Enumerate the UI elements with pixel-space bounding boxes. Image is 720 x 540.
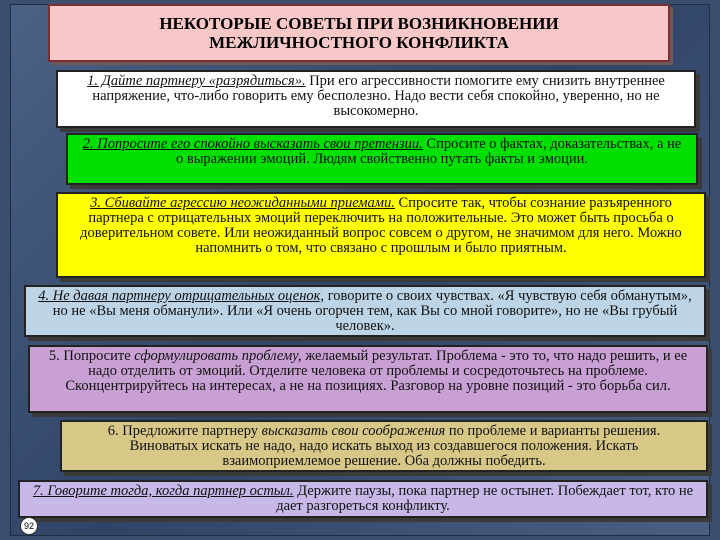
- tip-prefix: 6. Предложите партнеру: [107, 423, 262, 439]
- tip-card-4: [24, 285, 706, 337]
- tip-lead: 4. Не давая партнеру отрицательных оценок,: [38, 288, 325, 304]
- tip-text: При его агрессивности помогите ему снизить внутреннее напряжение, что-либо говорить ему бесполезно. Надо вести себя спокойно, уверенно, но не высокомерно.: [92, 73, 665, 119]
- page-number: 92: [20, 517, 38, 535]
- tip-lead: высказать свои соображения: [261, 423, 446, 439]
- tip-lead: 2. Попросите его спокойно высказать свои претензии.: [82, 136, 423, 152]
- slide-title: НЕКОТОРЫЕ СОВЕТЫ ПРИ ВОЗНИКНОВЕНИИ МЕЖЛИЧНОСТНОГО КОНФЛИКТА: [48, 4, 670, 62]
- tip-card-1: [56, 70, 696, 128]
- tip-text: по проблеме и варианты решения. Виноватых искать не надо, надо искать выход из создавшегося положения. Искать взаимоприемлемое решение. Оба должны победить.: [129, 423, 661, 469]
- tip-card-3: [56, 192, 706, 278]
- tip-text: желаемый результат. Проблема - это то, что надо решить, и ее надо отделить от эмоций. Отделите человека от проблемы и сосредоточьтесь на проблеме. Сконцентрируйтесь на интересах, а не на позициях. Разговор на уровне позиций - это борьба сил.: [65, 348, 688, 394]
- tip-lead: 1. Дайте партнеру «разрядиться».: [87, 73, 306, 89]
- tip-text: Спросите о фактах, доказательствах, а не о выражении эмоций. Людям свойственно путать факты и эмоции.: [175, 136, 682, 167]
- tip-text: Держите паузы, пока партнер не остынет. Побеждает тот, кто не дает разгореться конфликту.: [276, 483, 694, 514]
- tip-card-5: [28, 345, 708, 413]
- tip-lead: 3. Сбивайте агрессию неожиданными приемами.: [90, 195, 395, 211]
- tip-prefix: 5. Попросите: [48, 348, 135, 364]
- tip-text: Спросите так, чтобы сознание разъяренного партнера с отрицательных эмоций переключить на положительные. Это может быть просьба о доверительном совете. Или неожиданный вопрос совсем о другом, не значимом для него. Можно напомнить о том, что связано с прошлым и было приятным.: [80, 195, 682, 256]
- tip-card-2: [66, 133, 698, 185]
- tip-lead: сформулировать проблему,: [134, 348, 302, 364]
- tip-card-6: [60, 420, 708, 472]
- tip-lead: 7. Говорите тогда, когда партнер остыл.: [32, 483, 294, 499]
- tip-card-7: [18, 480, 708, 518]
- tip-text: говорите о своих чувствах. «Я чувствую себя обманутым», но не «Вы меня обманули». Или «Я очень огорчен тем, как Вы со мной говорите», но не «Вы грубый человек».: [52, 288, 692, 334]
